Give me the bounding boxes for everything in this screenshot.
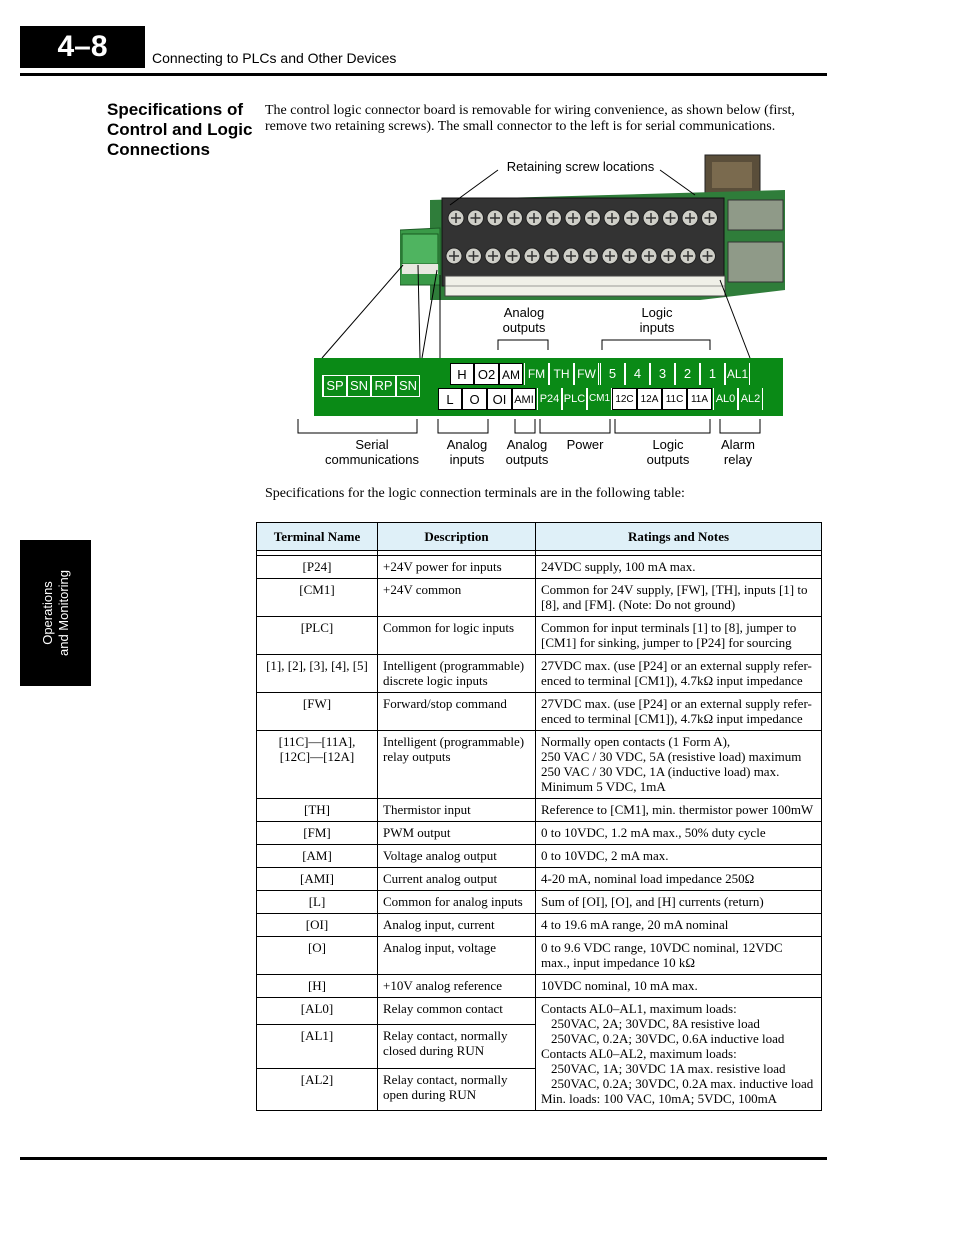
description-cell: PWM output [378, 822, 536, 845]
terminal-name-cell: [1], [2], [3], [4], [5] [257, 655, 378, 693]
terminal-plc: PLC [562, 388, 587, 410]
terminal-1: 1 [700, 363, 725, 385]
terminal-name-cell: [PLC] [257, 617, 378, 655]
description-cell: Relay contact, normally open during RUN [378, 1069, 536, 1111]
label-line: Logic [652, 437, 684, 452]
terminal-sn2: SN [396, 375, 420, 397]
side-tab-line2: and Monitoring [55, 570, 71, 656]
label-line: outputs [502, 320, 546, 335]
terminal-oi: OI [487, 388, 512, 410]
description-cell: +24V common [378, 579, 536, 617]
terminal-ami: AMI [512, 388, 536, 410]
ratings-cell [536, 731, 822, 799]
heading-line: Connections [107, 140, 210, 159]
table-row [257, 799, 822, 822]
terminal-name-cell: [AMI] [257, 868, 378, 891]
table-row [257, 998, 822, 1025]
table-row [257, 655, 822, 693]
relay-ratings-line: Contacts AL0–AL1, maximum loads: [541, 1001, 737, 1016]
ratings-line: 250 VAC / 30 VDC, 1A (inductive load) max. [541, 764, 780, 779]
header-title: Connecting to PLCs and Other Devices [152, 50, 397, 66]
description-cell: Current analog output [378, 868, 536, 891]
terminal-al0: AL0 [713, 388, 738, 410]
description-cell: Common for analog inputs [378, 891, 536, 914]
intro-line: The control logic connector board is removable for wiring convenience, as shown below (first, [265, 103, 795, 118]
ratings-line: 24VDC supply, 100 mA max. [541, 559, 696, 574]
table-row [257, 868, 822, 891]
table-row [257, 822, 822, 845]
table-row [257, 579, 822, 617]
footer-rule [20, 1157, 827, 1160]
ratings-line: max., input impedance 10 kΩ [541, 955, 696, 970]
table-row [257, 914, 822, 937]
ratings-line: Minimum 5 VDC, 1mA [541, 779, 666, 794]
ratings-line: [8], and [FM]. (Note: Do not ground) [541, 597, 736, 612]
terminal-am: AM [499, 363, 523, 385]
description-cell: Forward/stop command [378, 693, 536, 731]
ratings-line: enced to terminal [CM1]), 4.7kΩ input impedance [541, 711, 803, 726]
table-row [257, 731, 822, 799]
ratings-line: Common for input terminals [1] to [8], jumper to [541, 620, 797, 635]
terminal-o: O [462, 388, 487, 410]
relay-ratings-cell [536, 998, 822, 1111]
table-row [257, 937, 822, 975]
ratings-cell [536, 914, 822, 937]
top-label-logic-inputs [627, 305, 687, 335]
terminal-12a: 12A [637, 388, 662, 410]
terminal-name-cell: [FW] [257, 693, 378, 731]
description-cell: +10V analog reference [378, 975, 536, 998]
description-cell: Intelligent (programmable) discrete logic inputs [378, 655, 536, 693]
header-description: Description [378, 523, 536, 551]
ratings-cell [536, 891, 822, 914]
description-cell: Thermistor input [378, 799, 536, 822]
table-row [257, 617, 822, 655]
retaining-screw-label: Retaining screw locations [506, 159, 655, 174]
ratings-line: 250 VAC / 30 VDC, 5A (resistive load) maximum [541, 749, 802, 764]
terminal-name-cell: [11C]—[11A], [12C]—[12A] [257, 731, 378, 799]
ratings-cell [536, 617, 822, 655]
terminal-11c: 11C [662, 388, 687, 410]
terminal-name-cell: [AL2] [257, 1069, 378, 1111]
table-header-row [257, 523, 822, 551]
label-line: relay [723, 452, 753, 467]
terminal-p24: P24 [537, 388, 562, 410]
table-row [257, 556, 822, 579]
ratings-line: Normally open contacts (1 Form A), [541, 734, 731, 749]
label-line: Alarm [721, 437, 755, 452]
terminal-th: TH [549, 363, 574, 385]
section-heading [107, 100, 267, 160]
description-cell: Intelligent (programmable) relay outputs [378, 731, 536, 799]
description-cell: Relay common contact [378, 998, 536, 1025]
terminal-3: 3 [650, 363, 675, 385]
intro-paragraph [265, 103, 825, 135]
label-line: Serial [355, 437, 389, 452]
header-rule [20, 73, 827, 76]
table-row [257, 693, 822, 731]
relay-ratings-line: 250VAC, 1A; 30VDC 1A max. resistive load [551, 1061, 786, 1076]
terminal-name-cell: [L] [257, 891, 378, 914]
terminal-cm1: CM1 [587, 388, 612, 410]
heading-line: Control and Logic [107, 120, 253, 139]
ratings-line: Reference to [CM1], min. thermistor power 100mW [541, 802, 814, 817]
ratings-line: 10VDC nominal, 10 mA max. [541, 978, 698, 993]
label-line: outputs [646, 452, 690, 467]
relay-ratings-line: 250VAC, 0.2A; 30VDC, 0.6A inductive load [551, 1031, 785, 1046]
ratings-cell [536, 868, 822, 891]
terminal-2: 2 [675, 363, 700, 385]
ratings-cell [536, 693, 822, 731]
ratings-cell [536, 975, 822, 998]
label-line: inputs [639, 320, 675, 335]
ratings-cell [536, 579, 822, 617]
ratings-line: 27VDC max. (use [P24] or an external supply refer- [541, 696, 812, 711]
relay-ratings-line: Min. loads: 100 VAC, 10mA; 5VDC, 100mA [541, 1091, 778, 1106]
terminal-12c: 12C [612, 388, 637, 410]
label-line: communications [325, 452, 419, 467]
page-number: 4–8 [20, 26, 145, 68]
ratings-line: 0 to 10VDC, 1.2 mA max., 50% duty cycle [541, 825, 766, 840]
header-terminal-name: Terminal Name [257, 523, 378, 551]
terminal-strip [314, 358, 783, 416]
terminal-name-cell: [AL1] [257, 1024, 378, 1068]
ratings-line: 27VDC max. (use [P24] or an external supply refer- [541, 658, 812, 673]
label-line: Analog [503, 305, 545, 320]
ratings-cell [536, 845, 822, 868]
ratings-line: 0 to 10VDC, 2 mA max. [541, 848, 669, 863]
description-cell: Voltage analog output [378, 845, 536, 868]
label-line: inputs [449, 452, 485, 467]
ratings-cell [536, 822, 822, 845]
terminal-sn: SN [347, 375, 371, 397]
ratings-line: enced to terminal [CM1]), 4.7kΩ input impedance [541, 673, 803, 688]
bottom-brackets [290, 416, 770, 436]
terminal-name-cell: [H] [257, 975, 378, 998]
intro-line: remove two retaining screws). The small connector to the left is for serial communications. [265, 119, 776, 134]
terminal-fw: FW [574, 363, 599, 385]
top-label-analog-outputs [494, 305, 554, 335]
label-line: Analog [446, 437, 488, 452]
terminal-name-cell: [AL0] [257, 998, 378, 1025]
label-power: Power [566, 437, 604, 452]
ratings-line: Common for 24V supply, [FW], [TH], inputs [1] to [541, 582, 808, 597]
ratings-line: [CM1] for sinking, jumper to [P24] for sourcing [541, 635, 792, 650]
terminal-o2: O2 [474, 363, 499, 385]
ratings-cell [536, 937, 822, 975]
terminal-rp: RP [371, 375, 396, 397]
ratings-line: 4 to 19.6 mA range, 20 mA nominal [541, 917, 729, 932]
relay-ratings-line: Contacts AL0–AL2, maximum loads: [541, 1046, 737, 1061]
table-row [257, 975, 822, 998]
ratings-line: Sum of [OI], [O], and [H] currents (return) [541, 894, 764, 909]
ratings-cell [536, 655, 822, 693]
specification-table [256, 522, 822, 1111]
description-cell: +24V power for inputs [378, 556, 536, 579]
terminal-al2: AL2 [738, 388, 763, 410]
table-intro: Specifications for the logic connection terminals are in the following table: [265, 486, 685, 501]
terminal-l: L [438, 388, 462, 410]
description-cell: Analog input, current [378, 914, 536, 937]
terminal-5: 5 [600, 363, 625, 385]
terminal-11a: 11A [687, 388, 712, 410]
table-row [257, 891, 822, 914]
terminal-sp: SP [323, 375, 347, 397]
terminal-name-cell: [AM] [257, 845, 378, 868]
label-analog-outputs [498, 437, 556, 467]
ratings-line: 4-20 mA, nominal load impedance 250Ω [541, 871, 755, 886]
relay-ratings-line: 250VAC, 0.2A; 30VDC, 0.2A max. inductive load [551, 1076, 814, 1091]
terminal-fm: FM [524, 363, 549, 385]
terminal-name-cell: [P24] [257, 556, 378, 579]
table-row [257, 845, 822, 868]
description-cell: Common for logic inputs [378, 617, 536, 655]
terminal-al1: AL1 [725, 363, 750, 385]
header-ratings-notes: Ratings and Notes [536, 523, 822, 551]
ratings-cell [536, 556, 822, 579]
label-line: outputs [505, 452, 549, 467]
description-cell: Analog input, voltage [378, 937, 536, 975]
side-tab-line1: Operations [39, 581, 55, 645]
chapter-side-tab [20, 540, 91, 686]
label-line: Analog [506, 437, 548, 452]
ratings-cell [536, 799, 822, 822]
terminal-name-cell: [FM] [257, 822, 378, 845]
description-cell: Relay contact, normally closed during RUN [378, 1024, 536, 1068]
terminal-name-cell: [OI] [257, 914, 378, 937]
label-logic-outputs [638, 437, 698, 467]
relay-ratings-line: 250VAC, 2A; 30VDC, 8A resistive load [551, 1016, 760, 1031]
terminal-name-cell: [CM1] [257, 579, 378, 617]
terminal-4: 4 [625, 363, 650, 385]
label-alarm-relay [712, 437, 764, 467]
label-analog-inputs [438, 437, 496, 467]
terminal-name-cell: [TH] [257, 799, 378, 822]
heading-line: Specifications of [107, 100, 244, 119]
terminal-h: H [450, 363, 474, 385]
ratings-line: 0 to 9.6 VDC range, 10VDC nominal, 12VDC [541, 940, 783, 955]
terminal-name-cell: [O] [257, 937, 378, 975]
label-line: Logic [641, 305, 673, 320]
label-serial-communications [318, 437, 426, 467]
